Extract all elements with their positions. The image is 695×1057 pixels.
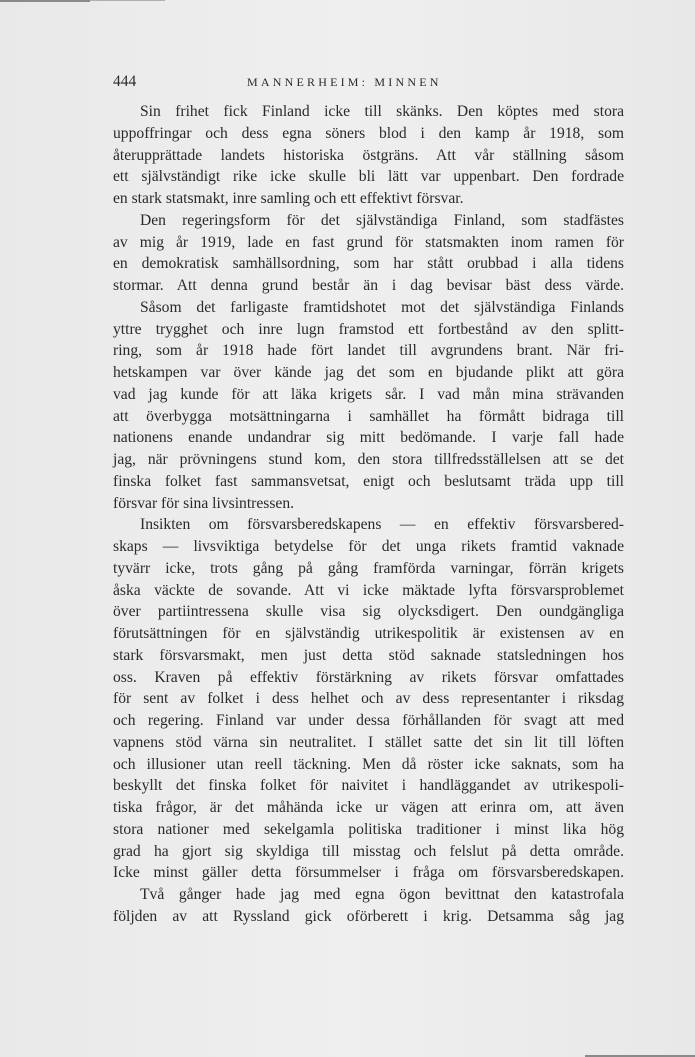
text-line: återupprättade landets historiska östgräns. Att vår ställning såsom: [113, 146, 624, 164]
text-line: hetskampen var över kände jag det som en bjudande plikt att göra: [113, 364, 624, 381]
text-line: yttre trygghet och inre lugn framstod ett fortbestånd av den splitt-: [113, 320, 624, 338]
text-line: att överbygga motsättningarna i samhället ha förmått bidraga till: [113, 407, 624, 425]
text-line: Två gånger hade jag med egna ögon bevittnat den katastrofala: [140, 886, 624, 903]
text-line: tyvärr icke, trots gång på gång framförda varningar, förrän krigets: [113, 559, 624, 577]
text-line: grad ha gjort sig skyldiga till misstag och felslut på detta område.: [113, 842, 624, 860]
running-title: MANNERHEIM: MINNEN: [247, 75, 442, 89]
text-line: ring, som år 1918 hade fört landet till avgrundens brant. När fri-: [113, 342, 624, 360]
text-line: av mig år 1919, lade en fast grund för statsmakten inom ramen för: [113, 233, 624, 251]
running-head: [113, 71, 624, 93]
text-line: stormar. Att denna grund består än i dag bevisar bäst dess värde.: [113, 277, 624, 294]
text-line: Icke minst gäller detta försummelser i fråga om försvarsberedskapen.: [113, 864, 624, 882]
text-line: skaps — livsviktiga betydelse för det unga rikets framtid vaknade: [113, 538, 624, 555]
text-line: tiska frågor, är det måhända icke ur vägen att erinra om, att även: [113, 799, 624, 816]
page-number: 444: [113, 73, 137, 90]
text-line: och illusioner utan reell täckning. Men då röster icke saknats, som ha: [113, 755, 624, 773]
text-line: vapnens stöd värna sin neutralitet. I stället satte det sin lit till löften: [113, 733, 624, 751]
text-line: stark försvarsmakt, men just detta stöd saknade statsledningen hos: [113, 646, 624, 664]
paragraph: [113, 297, 624, 515]
text-line: över partiintressena skulle visa sig olycksdigert. Den oundgängliga: [113, 603, 624, 621]
text-line: ett självständigt rike icke skulle bli lätt var uppenbart. Den fordrade: [113, 168, 624, 186]
paragraph: [113, 101, 624, 210]
text-line: uppoffringar och dess egna söners blod i den kamp år 1918, som: [113, 124, 624, 142]
text-line: jag, när prövningens stund kom, den stora tillfredsställelsen att se det: [113, 451, 624, 468]
text-line: beskyllt det finska folket för naivitet i handläggandet av utrikespoli-: [113, 777, 624, 795]
text-line: stora nationer med sekelgamla politiska traditioner i minst lika hög: [113, 820, 624, 838]
scan-edge-artifact: [90, 0, 165, 1]
text-line: för sent av folket i dess helhet och av dess representanter i riksdag: [113, 690, 624, 708]
paragraph: [113, 210, 624, 297]
paragraph: [113, 884, 624, 928]
text-line: åska väckte de sovande. Att vi icke mäktade lyfta försvarsproblemet: [113, 581, 624, 599]
text-line: Sin frihet fick Finland icke till skänks. Den köptes med stora: [140, 103, 624, 120]
text-line: nationens enande undandrar sig mitt bedömande. I varje fall hade: [113, 429, 624, 447]
body-text: [113, 101, 624, 928]
text-line: en demokratisk samhällsordning, som har stått orubbad i alla tidens: [113, 255, 624, 273]
text-line: en stark statsmakt, inre samling och ett effektivt försvar.: [113, 190, 464, 207]
text-line: oss. Kraven på effektiv förstärkning av rikets försvar omfattades: [113, 668, 624, 686]
text-line: Såsom det farligaste framtidshotet mot det självständiga Finlands: [140, 298, 624, 316]
text-line: försvar för sina livsintressen.: [113, 494, 295, 512]
text-line: följden av att Ryssland gick oförberett i krig. Detsamma såg jag: [113, 907, 624, 925]
text-line: Insikten om försvarsberedskapens — en effektiv försvarsbered-: [140, 516, 624, 534]
text-line: och regering. Finland var under dessa förhållanden för svagt att med: [113, 712, 624, 729]
text-line: förutsättningen för en självständig utrikespolitik är existensen av en: [113, 625, 624, 642]
scan-edge-artifact: [0, 0, 90, 2]
paragraph: [113, 514, 624, 884]
text-line: vad jag kunde för att läka krigets sår. I vad mån mina strävanden: [113, 385, 624, 403]
text-line: finska folket fast sammansvetsat, enigt och beslutsamt träda upp till: [113, 472, 624, 490]
text-line: Den regeringsform för det självständiga Finland, som stadfästes: [140, 211, 624, 229]
